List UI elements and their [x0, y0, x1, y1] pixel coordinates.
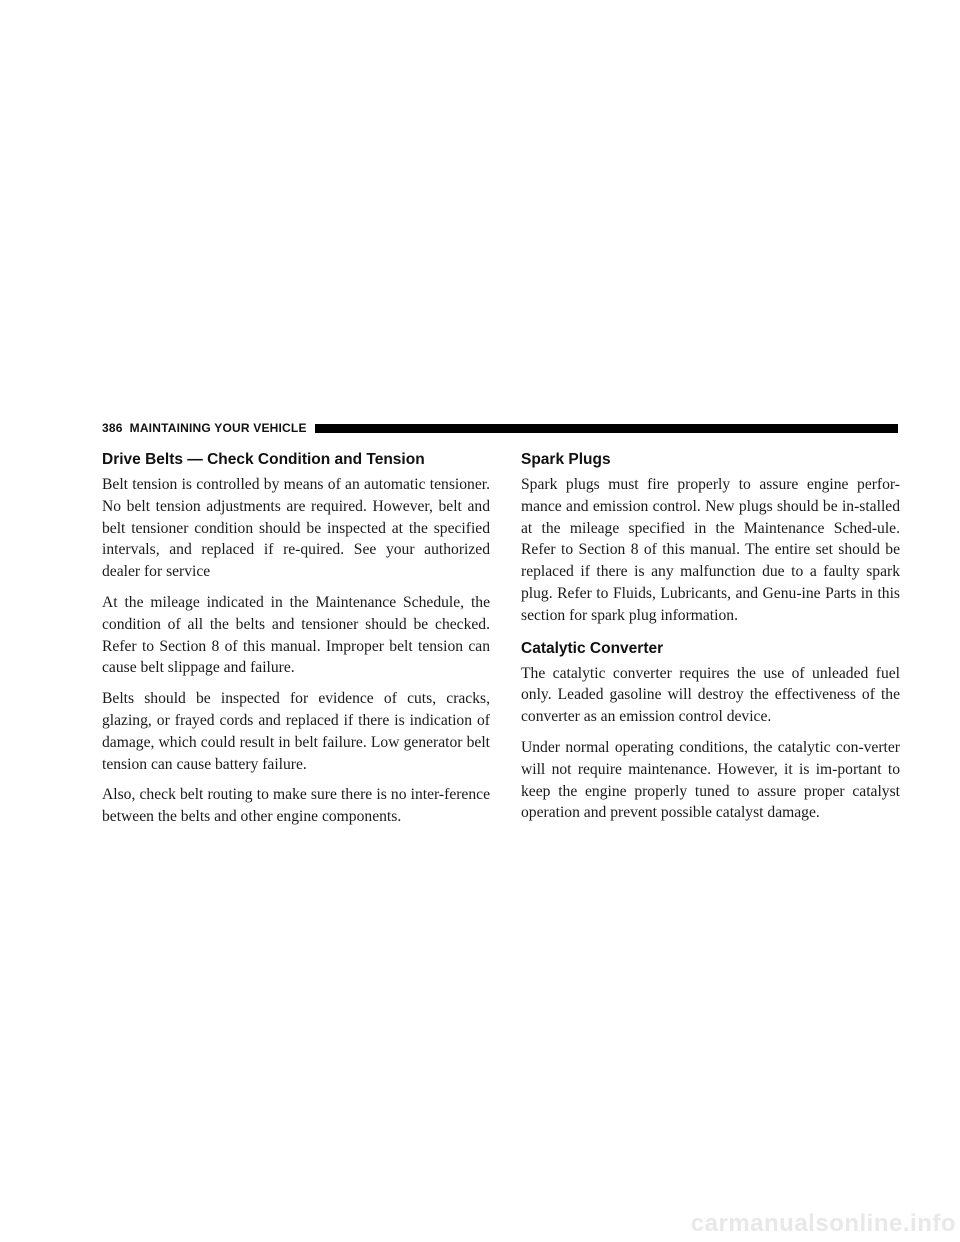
right-column — [521, 450, 900, 833]
page-header — [102, 421, 898, 435]
left-column — [102, 450, 490, 837]
drive-belts-paragraph: Also, check belt routing to make sure there is no inter-ference between the belts and other engine components. — [102, 786, 490, 826]
drive-belts-heading: Drive Belts — Check Condition and Tension — [102, 451, 425, 468]
page-number: 386 — [102, 421, 123, 435]
section-title: MAINTAINING YOUR VEHICLE — [129, 421, 307, 435]
spark-plugs-heading: Spark Plugs — [521, 451, 611, 468]
catalytic-converter-heading: Catalytic Converter — [521, 639, 664, 657]
drive-belts-paragraph: Belt tension is controlled by means of an automatic tensioner. No belt tension adjustments are required. However, belt and belt tensioner condition should be inspected at the specified intervals, and replaced if re-quired. See your authorized dealer for service — [102, 476, 490, 581]
catalytic-converter-paragraph: Under normal operating conditions, the catalytic con-verter will not require maintenance. However, it is im-portant to keep the engine properly tuned to assure proper catalyst operation and prevent possible catalyst damage. — [521, 738, 900, 822]
header-rule — [315, 424, 898, 433]
drive-belts-paragraph: At the mileage indicated in the Maintenance Schedule, the condition of all the belts and tensioner should be checked. Refer to Section 8 of this manual. Improper belt tension can cause belt slippage and failure. — [102, 593, 490, 677]
spark-plugs-paragraph: Spark plugs must fire properly to assure engine perfor-mance and emission control. New plugs should be in-stalled at the mileage specified in the Maintenance Sched-ule. Refer to Section 8 of this manual. The entire set should be replaced if there is any malfunction due to a faulty spark plug. Refer to Fluids, Lubricants, and Genu-ine Parts in this section for spark plug information. — [521, 476, 900, 624]
catalytic-converter-paragraph: The catalytic converter requires the use of unleaded fuel only. Leaded gasoline will destroy the effectiveness of the converter as an emission control device. — [521, 664, 900, 726]
site-watermark: carmanualsonline.info — [690, 1210, 956, 1237]
drive-belts-paragraph: Belts should be inspected for evidence of cuts, cracks, glazing, or frayed cords and replaced if there is indication of damage, which could result in belt failure. Low generator belt tension can cause battery failure. — [102, 690, 490, 773]
